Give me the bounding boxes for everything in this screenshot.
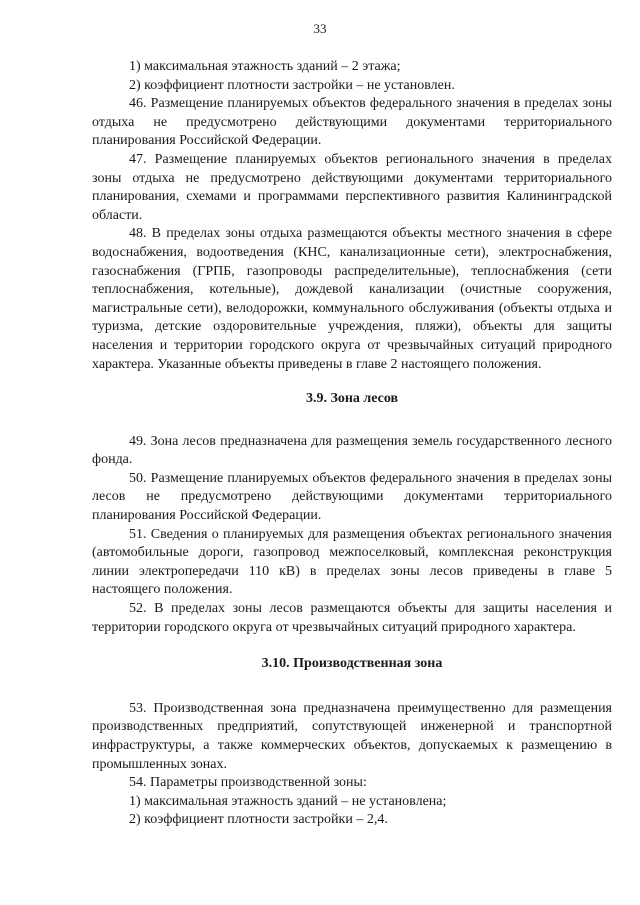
- paragraph-54: 54. Параметры производственной зоны:: [129, 775, 367, 791]
- paragraph-50: 50. Размещение планируемых объектов федерального значения в пределах зоны лесов не предусмотрено действующими документами территориального планирования Российской Федерации.: [92, 470, 612, 524]
- paragraph: 2) коэффициент плотности застройки – 2,4.: [129, 812, 388, 828]
- paragraph: 1) максимальная этажность зданий – 2 этажа;: [129, 59, 401, 74]
- paragraph-47: 47. Размещение планируемых объектов регионального значения в пределах зоны отдыха не предусмотрено действующими документами территориального планирования, схемами и программами перспективного развития Калининградской области.: [92, 151, 612, 223]
- section-heading-industrial-zone: 3.10. Производственная зона: [261, 656, 443, 672]
- paragraph-49: 49. Зона лесов предназначена для размещения земель государственного лесного фонда.: [92, 433, 612, 468]
- paragraph-46: 46. Размещение планируемых объектов федерального значения в пределах зоны отдыха не предусмотрено действующими документами территориального планирования Российской Федерации.: [92, 96, 612, 149]
- paragraph: 2) коэффициент плотности застройки – не установлен.: [129, 77, 455, 93]
- paragraph-52: 52. В пределах зоны лесов размещаются объекты для защиты населения и территории городского округа от чрезвычайных ситуаций природного характера.: [92, 601, 612, 635]
- paragraph-53: 53. Производственная зона предназначена преимущественно для размещения производственных предприятий, сопутствующей инженерной и транспортной инфраструктуры, а также коммерческих объектов, допускаемых к размещению в промышленных зонах.: [92, 700, 612, 772]
- document-body: [92, 58, 612, 830]
- paragraph: 1) максимальная этажность зданий – не установлена;: [129, 793, 447, 809]
- section-heading-forest-zone: 3.9. Зона лесов: [305, 391, 399, 407]
- paragraph-51: 51. Сведения о планируемых для размещения объектах регионального значения (автомобильные дороги, газопровод межпоселковый, комплексная реконструкция линии электропередачи 110 кВ) в пределах зоны лесов приведены в главе 5 настоящего положения.: [92, 526, 612, 598]
- paragraph-48: 48. В пределах зоны отдыха размещаются объекты местного значения в сфере водоснабжения, водоотведения (КНС, канализационные сети), электроснабжения, газоснабжения (ГРПБ, газопроводы распределительные), теплоснабжения (сети теплоснабжения, котельные), дождевой канализации (очистные сооружения, магистральные сети), велодорожки, коммунального обслуживания (объекты отдыха и туризма, детские оздоровительные учреждения, пляжи), объекты для защиты населения и территории городского округа от чрезвычайных ситуаций природного характера. Указанные объекты приведены в главе 2 настоящего положения.: [92, 226, 612, 372]
- page-number: 33: [313, 21, 327, 36]
